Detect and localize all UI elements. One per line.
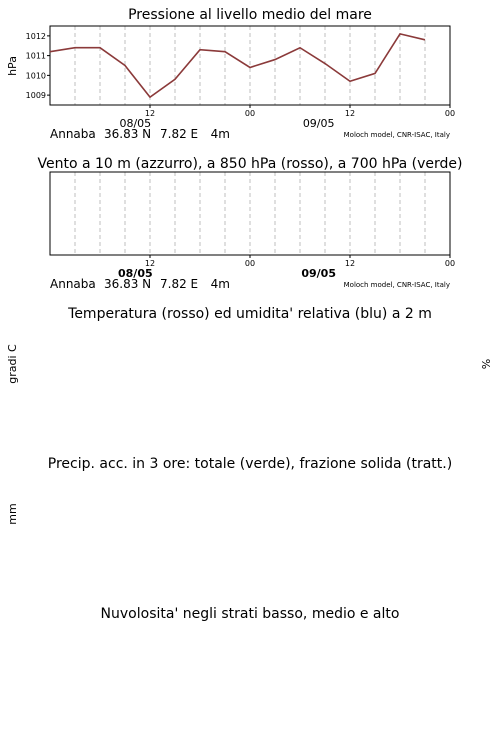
wind-model-credit: Moloch model, CNR-ISAC, Italy xyxy=(343,281,450,289)
temperature-title: Temperatura (rosso) ed umidita' relativa (blu) a 2 m xyxy=(68,306,432,322)
wind-date-label: 08/05 xyxy=(118,267,153,280)
pressure-ytick-label: 1010 xyxy=(25,71,46,81)
wind-station-name: Annaba xyxy=(50,277,96,291)
wind-title: Vento a 10 m (azzurro), a 850 hPa (rosso), a 700 hPa (verde) xyxy=(37,156,463,172)
pressure-station-name: Annaba xyxy=(50,127,96,141)
pressure-frame xyxy=(50,26,450,105)
pressure-station-alt: 4m xyxy=(210,127,230,141)
pressure-title: Pressione al livello medio del mare xyxy=(128,7,372,23)
temperature-humidity-panel xyxy=(6,306,493,384)
cloud-title: Nuvolosita' negli strati basso, medio e alto xyxy=(100,606,400,622)
wind-xtick-label: 12 xyxy=(144,259,156,268)
wind-station-lon: 7.82 E xyxy=(160,277,199,291)
wind-xtick-label: 12 xyxy=(344,259,356,268)
wind-xtick-label: 00 xyxy=(444,259,456,268)
pressure-date-label: 09/05 xyxy=(302,117,335,130)
pressure-xtick-label: 00 xyxy=(244,109,256,118)
pressure-station-lon: 7.82 E xyxy=(160,127,199,141)
wind-station-lat: 36.83 N xyxy=(104,277,152,291)
wind-date-label: 09/05 xyxy=(301,267,336,280)
pressure-series-line xyxy=(50,34,425,97)
precipitation-title: Precip. acc. in 3 ore: totale (verde), frazione solida (tratt.) xyxy=(47,456,453,472)
wind-xtick-label: 00 xyxy=(244,259,256,268)
precipitation-panel xyxy=(6,456,452,525)
pressure-ylabel: hPa xyxy=(6,56,19,76)
pressure-xtick-label: 12 xyxy=(144,109,156,118)
wind-panel xyxy=(37,156,462,291)
cloud-cover-panel xyxy=(101,606,400,622)
pressure-station-lat: 36.83 N xyxy=(104,127,152,141)
pressure-panel xyxy=(6,7,455,141)
pressure-ytick-label: 1011 xyxy=(25,51,46,61)
wind-station-alt: 4m xyxy=(210,277,230,291)
temperature-ylabel: gradi C xyxy=(6,344,19,384)
pressure-date-label: 08/05 xyxy=(119,117,152,130)
pressure-ytick-label: 1009 xyxy=(25,91,46,101)
pressure-ytick-label: 1012 xyxy=(25,31,46,41)
humidity-ylabel: % xyxy=(480,358,493,370)
pressure-xtick-label: 12 xyxy=(344,109,356,118)
pressure-model-credit: Moloch model, CNR-ISAC, Italy xyxy=(343,131,450,139)
precipitation-ylabel: mm xyxy=(6,503,19,525)
pressure-xtick-label: 00 xyxy=(444,109,456,118)
